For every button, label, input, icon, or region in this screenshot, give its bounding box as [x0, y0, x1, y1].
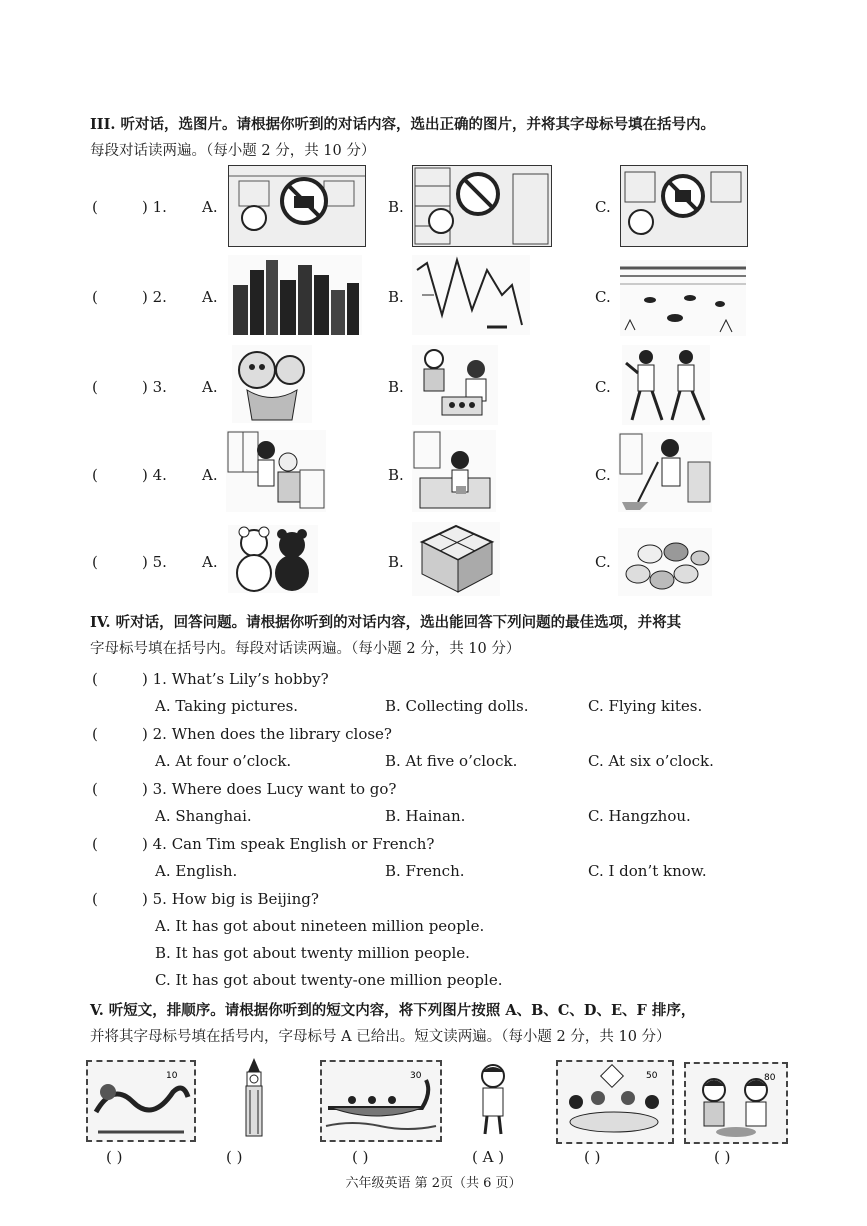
mooncake-box-picture	[412, 522, 500, 596]
answer-paren[interactable]: (	[92, 835, 98, 853]
question-text: ) 1. What’s Lily’s hobby?	[142, 670, 329, 688]
family-dinner-stamp	[556, 1060, 674, 1144]
option-b: B. French.	[385, 862, 465, 880]
sweeping-floor-picture	[618, 432, 712, 512]
question-number: ) 3.	[142, 378, 167, 396]
mountains-picture	[412, 255, 530, 335]
option-b: B. It has got about twenty million people.	[155, 944, 470, 962]
question-number: ) 2.	[142, 288, 167, 306]
section4-title: IV. 听对话，回答问题。请根据你听到的对话内容，选出能回答下列问题的最佳选项，并将其	[90, 614, 682, 631]
option-c: C. At six o’clock.	[588, 752, 714, 770]
section3-subtitle: 每段对话读两遍。（每小题 2 分，共 10 分）	[90, 143, 376, 159]
option-label: A.	[202, 198, 218, 216]
boy-picture	[472, 1062, 514, 1138]
question-number: ) 5.	[142, 553, 167, 571]
option-label: A.	[202, 466, 218, 484]
page-footer: 六年级英语 第 2页（共 6 页）	[345, 1176, 522, 1191]
stamp-value: 80	[764, 1073, 776, 1083]
option-label: C.	[595, 288, 611, 306]
option-label: A.	[202, 378, 218, 396]
city-skyline-picture	[228, 255, 362, 335]
option-a: A. English.	[155, 862, 238, 880]
option-label: A.	[202, 553, 218, 571]
reading-sofa-picture	[412, 430, 496, 512]
tai-chi-picture	[622, 345, 710, 425]
option-b: B. At five o’clock.	[385, 752, 518, 770]
no-photo-museum-picture	[620, 165, 748, 247]
question-text: ) 4. Can Tim speak English or French?	[142, 835, 435, 853]
answer-paren[interactable]: (	[92, 670, 98, 688]
option-label: A.	[202, 288, 218, 306]
question-text: ) 2. When does the library close?	[142, 725, 392, 743]
lion-dance-picture	[232, 345, 312, 423]
option-label: C.	[595, 466, 611, 484]
answer-paren[interactable]: (	[92, 378, 98, 396]
question-text: ) 3. Where does Lucy want to go?	[142, 780, 397, 798]
dragon-stamp	[86, 1060, 196, 1142]
option-c: C. I don’t know.	[588, 862, 707, 880]
section4-subtitle: 字母标号填在括号内。每段对话读两遍。（每小题 2 分，共 10 分）	[90, 641, 521, 657]
option-label: B.	[388, 198, 404, 216]
order-blank[interactable]: ( )	[584, 1148, 601, 1166]
stamp-value: 30	[410, 1071, 422, 1081]
answer-paren[interactable]: (	[92, 725, 98, 743]
helping-grandma-picture	[226, 430, 326, 512]
order-blank[interactable]: ( )	[352, 1148, 369, 1166]
dragon-boat-stamp	[320, 1060, 442, 1142]
option-b: B. Hainan.	[385, 807, 466, 825]
answer-paren[interactable]: (	[92, 780, 98, 798]
no-photo-train-picture	[228, 165, 366, 247]
option-c: C. Flying kites.	[588, 697, 703, 715]
answer-paren[interactable]: (	[92, 288, 98, 306]
option-a: A. At four o’clock.	[155, 752, 292, 770]
option-label: C.	[595, 378, 611, 396]
stamp-value: 10	[166, 1071, 178, 1081]
order-blank-given: ( A )	[472, 1148, 505, 1166]
grassland-picture	[620, 260, 746, 336]
option-label: B.	[388, 553, 404, 571]
option-a: A. It has got about nineteen million people.	[155, 917, 485, 935]
question-number: ) 1.	[142, 198, 167, 216]
option-label: B.	[388, 288, 404, 306]
order-blank[interactable]: ( )	[226, 1148, 243, 1166]
option-a: A. Shanghai.	[155, 807, 252, 825]
answer-paren[interactable]: (	[92, 890, 98, 908]
answer-paren[interactable]: (	[92, 466, 98, 484]
section5-title: V. 听短文，排顺序。请根据你听到的短文内容，将下列图片按照 A、B、C、D、E、F 排序，	[90, 1002, 696, 1019]
option-c: C. Hangzhou.	[588, 807, 691, 825]
answer-paren[interactable]: (	[92, 198, 98, 216]
stamp-value: 50	[646, 1071, 658, 1081]
option-b: B. Collecting dolls.	[385, 697, 529, 715]
question-number: ) 4.	[142, 466, 167, 484]
option-label: B.	[388, 378, 404, 396]
option-c: C. It has got about twenty-one million people.	[155, 971, 503, 989]
question-text: ) 5. How big is Beijing?	[142, 890, 319, 908]
sweets-picture	[618, 528, 712, 596]
making-dumplings-picture	[412, 345, 498, 425]
section5-subtitle: 并将其字母标号填在括号内，字母标号 A 已给出。短文读两遍。（每小题 2 分，共 10 分）	[90, 1029, 671, 1045]
big-ben-picture	[238, 1056, 270, 1138]
option-a: A. Taking pictures.	[155, 697, 299, 715]
no-noise-library-picture	[412, 165, 552, 247]
teddy-bears-picture	[228, 525, 318, 593]
answer-paren[interactable]: (	[92, 553, 98, 571]
option-label: C.	[595, 553, 611, 571]
option-label: B.	[388, 466, 404, 484]
order-blank[interactable]: ( )	[106, 1148, 123, 1166]
children-stamp	[684, 1062, 788, 1144]
option-label: C.	[595, 198, 611, 216]
section3-title: III. 听对话，选图片。请根据你听到的对话内容，选出正确的图片，并将其字母标号填在括号内。	[90, 116, 715, 133]
order-blank[interactable]: ( )	[714, 1148, 731, 1166]
